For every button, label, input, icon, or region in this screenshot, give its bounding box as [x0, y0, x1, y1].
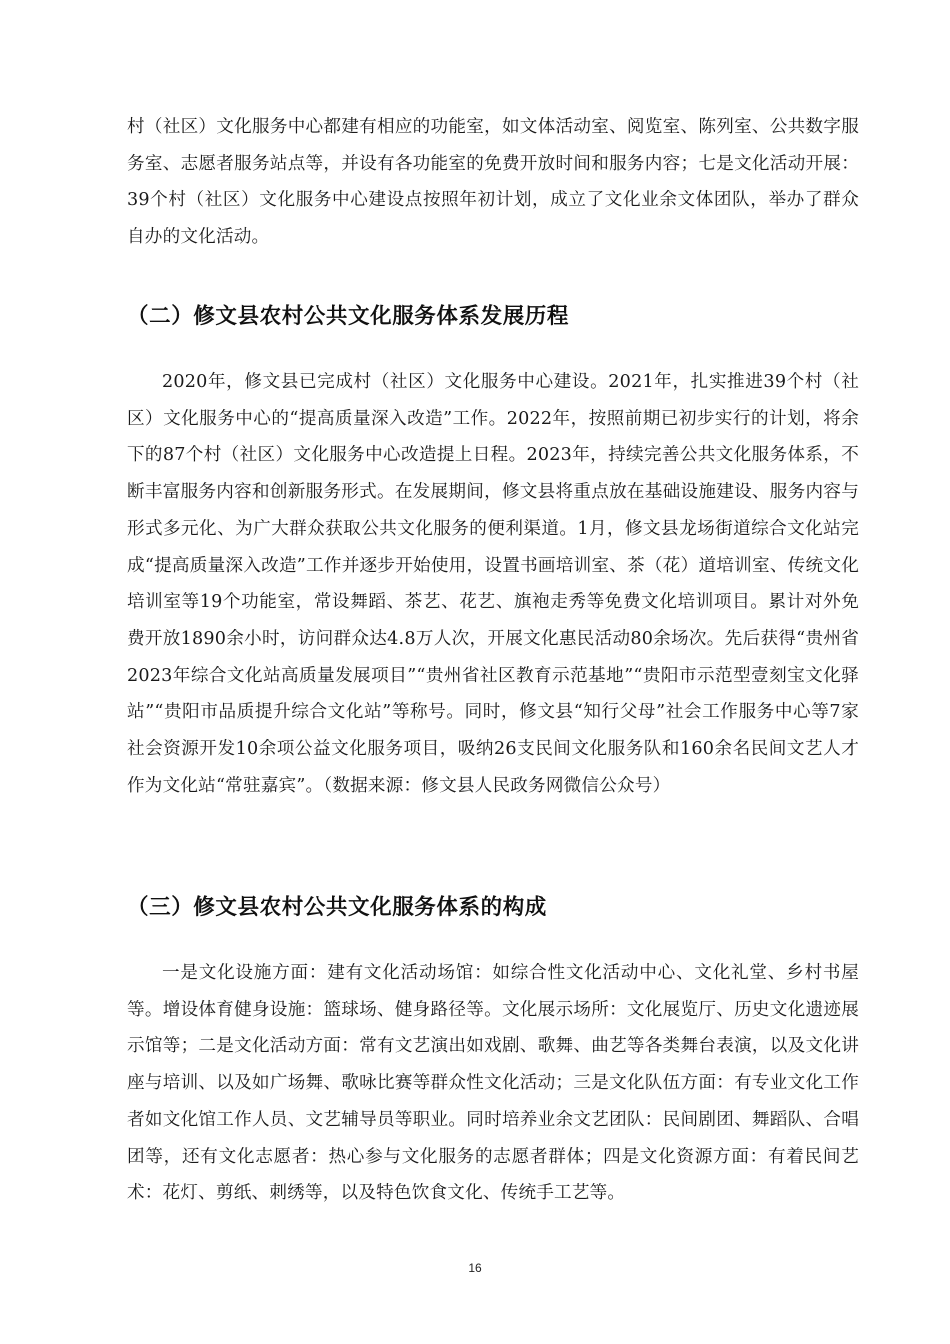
body-paragraph-continued: 村（社区）文化服务中心都建有相应的功能室，如文体活动室、阅览室、陈列室、公共数字服务室、志愿者服务站点等，并设有各功能室的免费开放时间和服务内容；七是文化活动开展：39个村（社区）文化服务中心建设点按照年初计划，成立了文化业余文体团队，举办了群众自办的文化活动。 [127, 117, 859, 248]
section-heading-development-history: （二）修文县农村公共文化服务体系发展历程 [127, 304, 570, 329]
section-heading-system-composition: （三）修文县农村公共文化服务体系的构成 [127, 895, 547, 920]
body-paragraph-system-composition: 一是文化设施方面：建有文化活动场馆：如综合性文化活动中心、文化礼堂、乡村书屋等。增设体育健身设施：篮球场、健身路径等。文化展示场所：文化展览厅、历史文化遗迹展示馆等；二是文化活动方面：常有文艺演出如戏剧、歌舞、曲艺等各类舞台表演，以及文化讲座与培训、以及如广场舞、歌咏比赛等群众性文化活动；三是文化队伍方面：有专业文化工作者如文化馆工作人员、文艺辅导员等职业。同时培养业余文艺团队：民间剧团、舞蹈队、合唱团等，还有文化志愿者：热心参与文化服务的志愿者群体；四是文化资源方面：有着民间艺术：花灯、剪纸、刺绣等，以及特色饮食文化、传统手工艺等。 [127, 963, 859, 1204]
body-paragraph-development-history: 2020年，修文县已完成村（社区）文化服务中心建设。2021年，扎实推进39个村（社区）文化服务中心的“提高质量深入改造”工作。2022年，按照前期已初步实行的计划，将余下的87个村（社区）文化服务中心改造提上日程。2023年，持续完善公共文化服务体系，不断丰富服务内容和创新服务形式。在发展期间，修文县将重点放在基础设施建设、服务内容与形式多元化、为广大群众获取公共文化服务的便利渠道。1月，修文县龙场街道综合文化站完成“提高质量深入改造”工作并逐步开始使用，设置书画培训室、茶（花）道培训室、传统文化培训室等19个功能室，常设舞蹈、茶艺、花艺、旗袍走秀等免费文化培训项目。累计对外免费开放1890余小时，访问群众达4.8万人次，开展文化惠民活动80余场次。先后获得“贵州省2023年综合文化站高质量发展项目”“贵州省社区教育示范基地”“贵阳市示范型壹刻宝文化驿站”“贵阳市品质提升综合文化站”等称号。同时，修文县“知行父母”社会工作服务中心等7家社会资源开发10余项公益文化服务项目，吸纳26支民间文化服务队和160余名民间文艺人才作为文化站“常驻嘉宾”。（数据来源：修文县人民政务网微信公众号） [127, 372, 859, 796]
page-number: 16 [468, 1261, 482, 1275]
